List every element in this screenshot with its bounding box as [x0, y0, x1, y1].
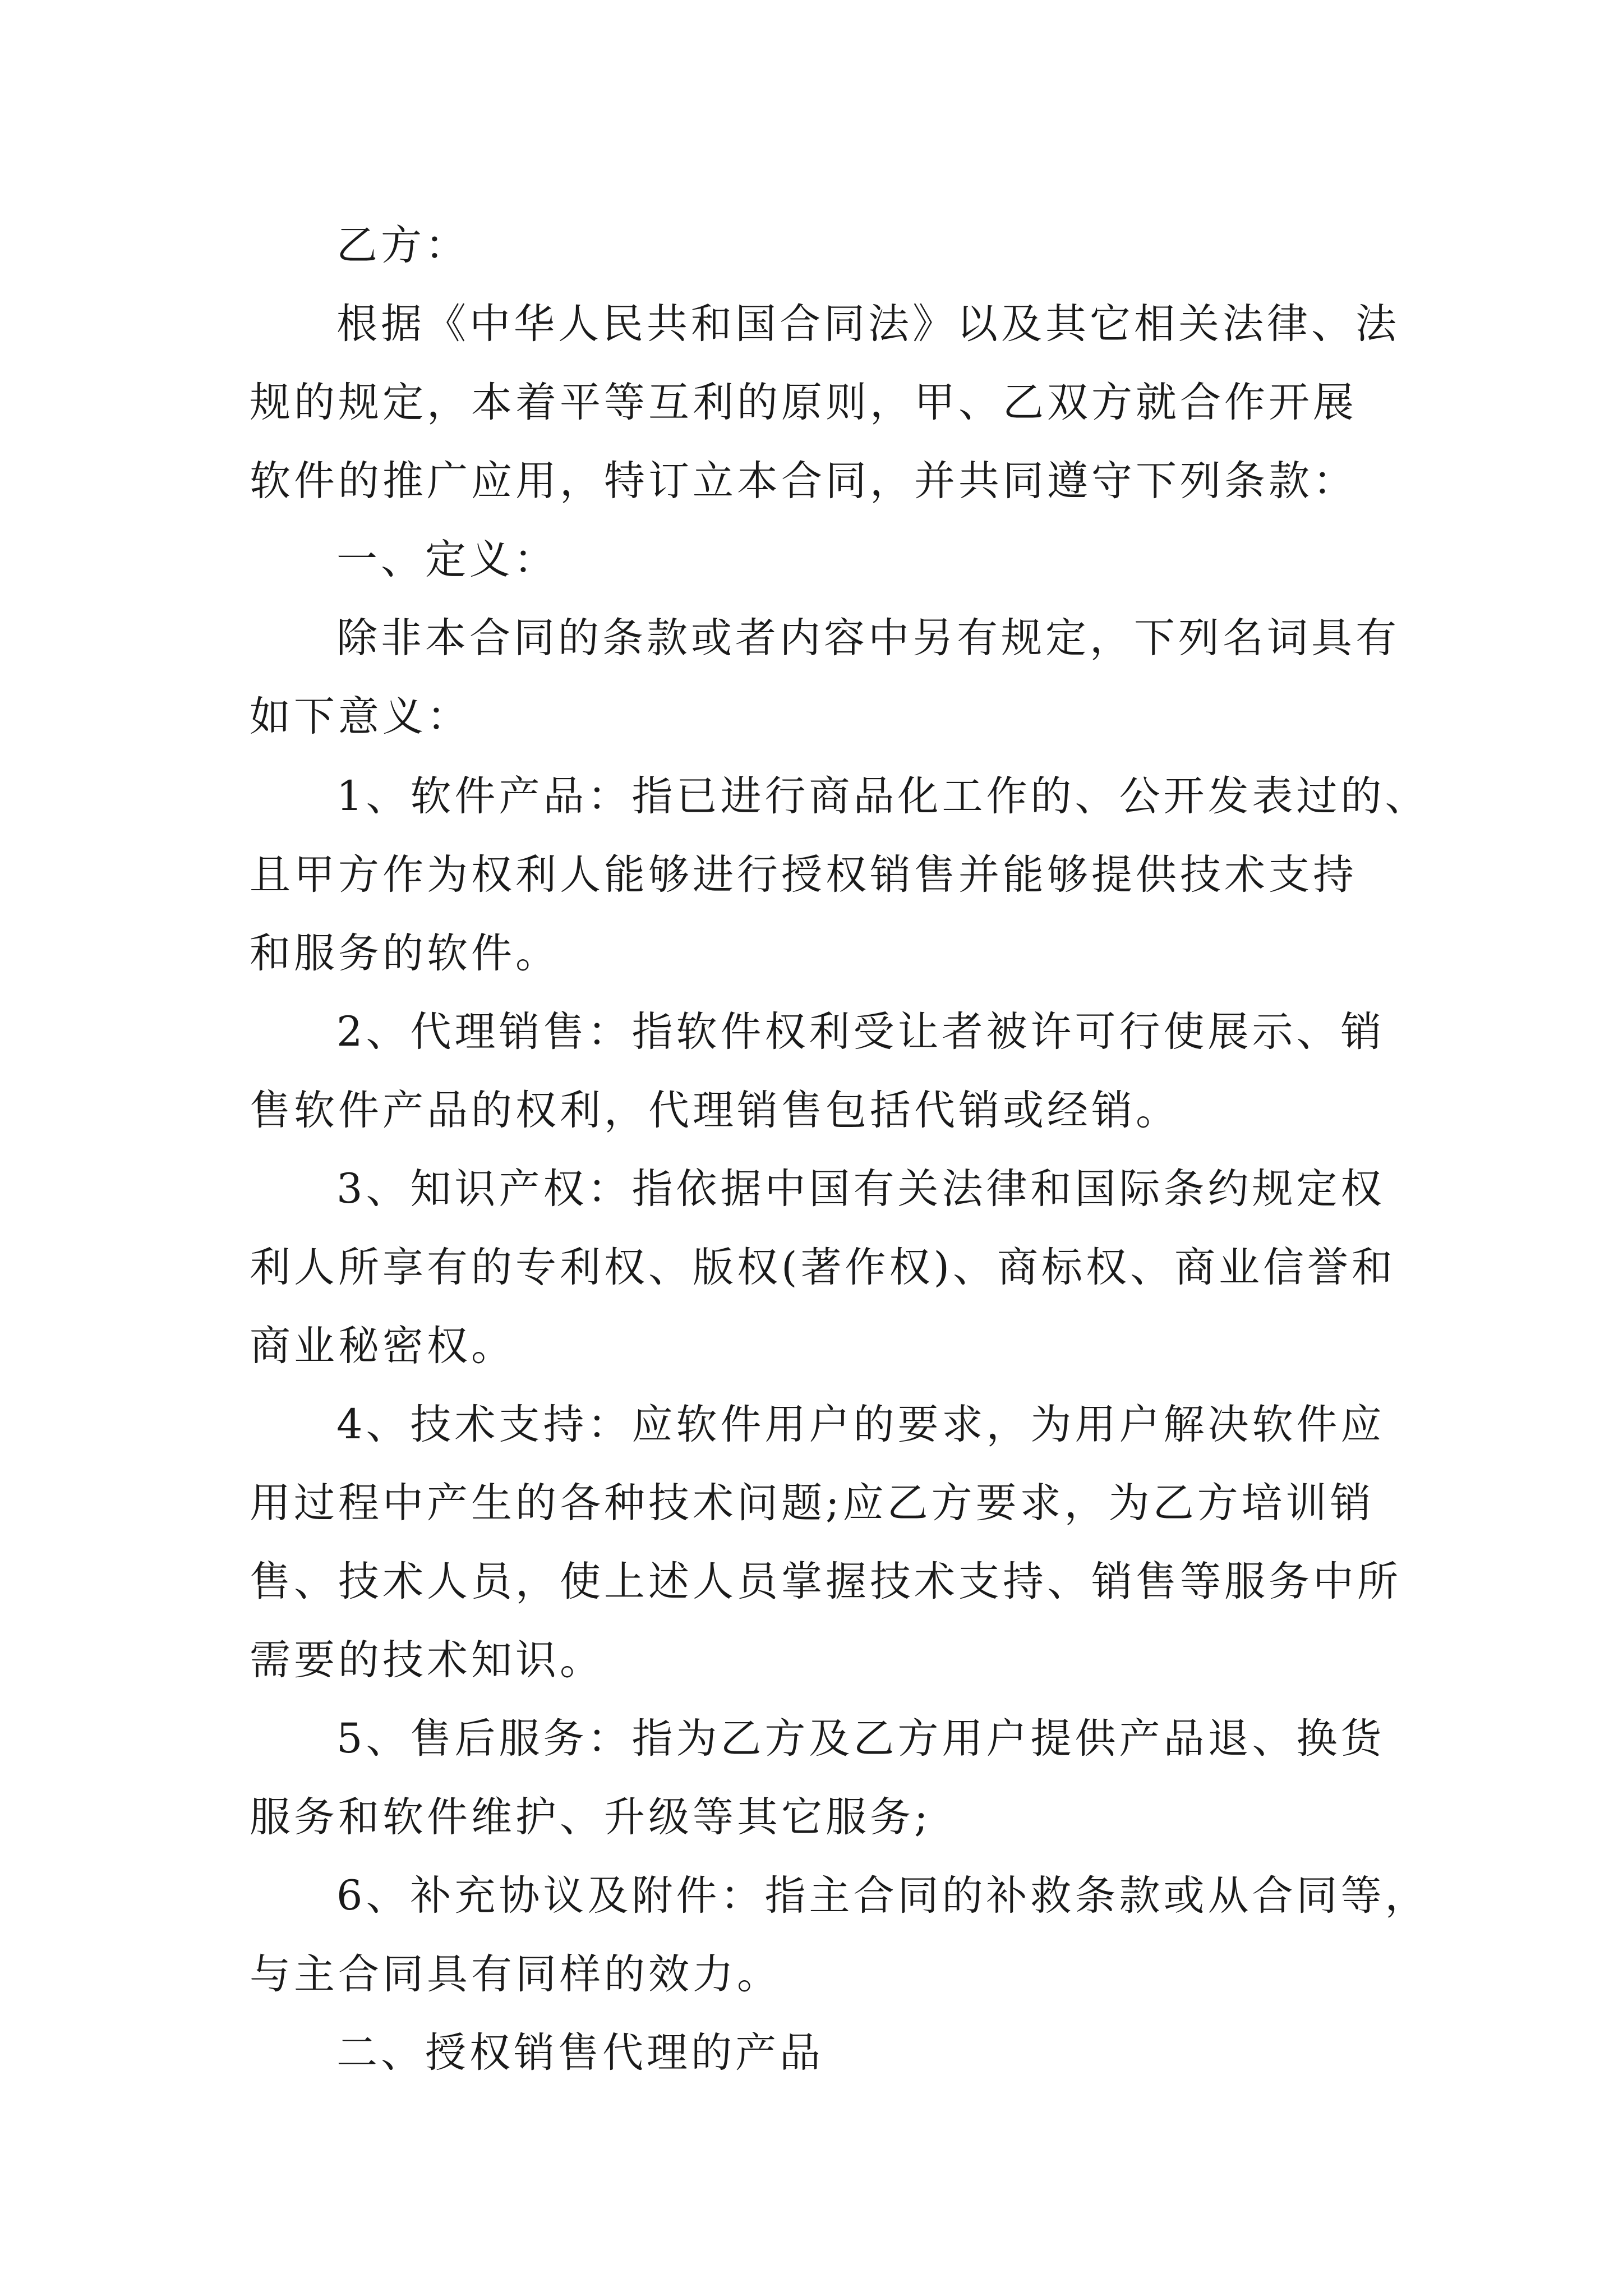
- definition-line: 用过程中产生的各种技术问题;应乙方要求，为乙方培训销: [250, 1479, 1375, 1527]
- definition-line: 6、补充协议及附件：指主合同的补救条款或从合同等，: [336, 1872, 1430, 1920]
- definition-line: 商业秘密权。: [250, 1322, 515, 1370]
- paragraph-line: 规的规定，本着平等互利的原则，甲、乙双方就合作开展: [250, 379, 1357, 426]
- definition-line: 需要的技术知识。: [250, 1636, 604, 1684]
- definition-line: 与主合同具有同样的效力。: [250, 1950, 781, 1998]
- definition-line: 和服务的软件。: [250, 930, 560, 977]
- paragraph-line: 除非本合同的条款或者内容中另有规定，下列名词具有: [336, 614, 1400, 662]
- section-heading: 二、授权销售代理的产品: [336, 2029, 824, 2077]
- definition-line: 售软件产品的权利，代理销售包括代销或经销。: [250, 1087, 1180, 1134]
- definition-line: 2、代理销售：指软件权利受让者被许可行使展示、销: [336, 1008, 1385, 1056]
- definition-line: 利人所享有的专利权、版权(著作权)、商标权、商业信誉和: [250, 1244, 1396, 1291]
- definition-line: 且甲方作为权利人能够进行授权销售并能够提供技术支持: [250, 851, 1357, 899]
- definition-line: 3、知识产权：指依据中国有关法律和国际条约规定权: [336, 1165, 1385, 1213]
- paragraph-line: 软件的推广应用，特订立本合同，并共同遵守下列条款：: [250, 457, 1357, 505]
- definition-line: 4、技术支持：应软件用户的要求，为用户解决软件应: [336, 1401, 1385, 1448]
- party-b-label: 乙方：: [336, 222, 469, 269]
- paragraph-line: 根据《中华人民共和国合同法》以及其它相关法律、法: [336, 300, 1400, 348]
- definition-line: 5、售后服务：指为乙方及乙方用户提供产品退、换货: [336, 1715, 1385, 1763]
- definition-line: 服务和软件维护、升级等其它服务;: [250, 1793, 932, 1841]
- definition-line: 1、软件产品：指已进行商品化工作的、公开发表过的、: [336, 772, 1430, 820]
- paragraph-line: 如下意义：: [250, 693, 471, 740]
- definition-line: 售、技术人员，使上述人员掌握技术支持、销售等服务中所: [250, 1558, 1401, 1605]
- section-heading: 一、定义：: [336, 536, 558, 583]
